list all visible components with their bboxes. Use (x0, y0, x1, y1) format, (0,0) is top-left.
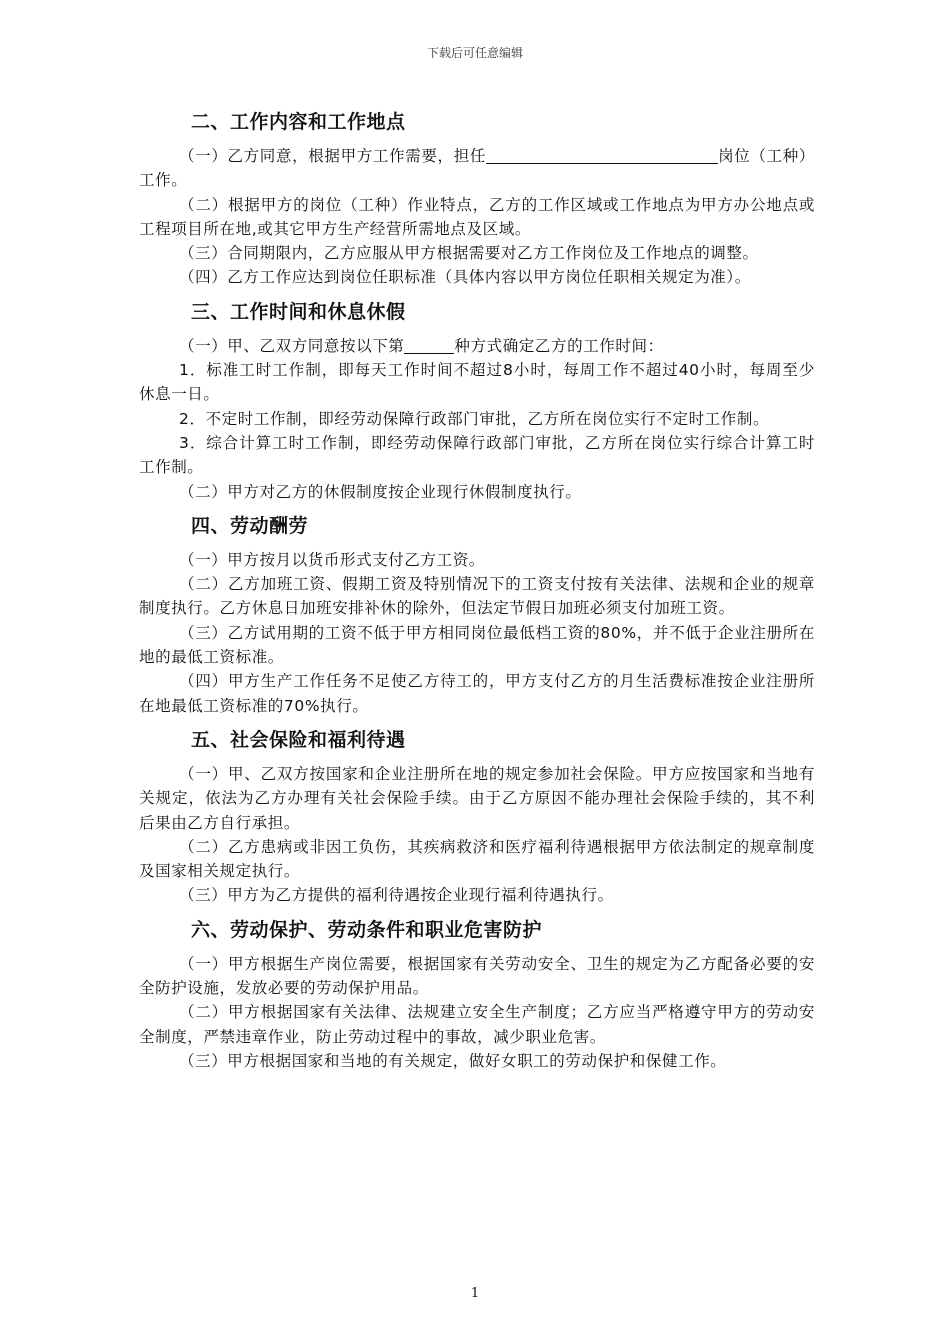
paragraph-text: 种方式确定乙方的工作时间： (454, 336, 664, 355)
paragraph: （一）甲、乙双方按国家和企业注册所在地的规定参加社会保险。甲方应按国家和当地有关规定，依法为乙方办理有关社会保险手续。由于乙方原因不能办理社会保险手续的，其不利后果由乙方自行承担。 (139, 764, 815, 832)
paragraph: （二）根据甲方的岗位（工种）作业特点，乙方的工作区域或工作地点为甲方办公地点或工程项目所在地,或其它甲方生产经营所需地点及区域。 (139, 195, 815, 238)
paragraph-text: 岗位（工种）工作。 (139, 147, 815, 190)
section-social-insurance (139, 726, 815, 908)
paragraph: 2．不定时工作制，即经劳动保障行政部门审批，乙方所在岗位实行不定时工作制。 (179, 409, 770, 428)
paragraph: （三）合同期限内，乙方应服从甲方根据需要对乙方工作岗位及工作地点的调整。 (179, 244, 759, 263)
paragraph (139, 144, 815, 193)
section-labor-protection (139, 916, 815, 1073)
paragraph: （三）甲方为乙方提供的福利待遇按企业现行福利待遇执行。 (179, 886, 614, 905)
paragraph: （四）甲方生产工作任务不足使乙方待工的，甲方支付乙方的月生活费标准按企业注册所在地最低工资标准的70%执行。 (139, 672, 815, 715)
paragraph-text: （一）甲、乙双方同意按以下第 (179, 336, 405, 355)
paragraph: 1．标准工时工作制，即每天工作时间不超过8小时，每周工作不超过40小时，每周至少休息一日。 (139, 361, 815, 404)
paragraph: （二）甲方根据国家有关法律、法规建立安全生产制度；乙方应当严格遵守甲方的劳动安全制度，严禁违章作业，防止劳动过程中的事故，减少职业危害。 (139, 1003, 815, 1046)
page-header-note: 下载后可任意编辑 (426, 46, 523, 60)
section-remuneration (139, 512, 815, 718)
page-number: 1 (470, 1286, 480, 1301)
section-heading: 二、工作内容和工作地点 (191, 111, 406, 133)
section-heading: 五、社会保险和福利待遇 (191, 728, 406, 751)
paragraph: （一）甲方按月以货币形式支付乙方工资。 (179, 550, 485, 569)
document-body (139, 108, 815, 1073)
section-work-content (139, 108, 815, 290)
paragraph: （二）乙方加班工资、假期工资及特别情况下的工资支付按有关法律、法规和企业的规章制度执行。乙方休息日加班安排补休的除外，但法定节假日加班必须支付加班工资。 (139, 575, 815, 618)
paragraph: （三）乙方试用期的工资不低于甲方相同岗位最低档工资的80%，并不低于企业注册所在地的最低工资标准。 (139, 623, 815, 667)
paragraph: 3．综合计算工时工作制，即经劳动保障行政部门审批，乙方所在岗位实行综合计算工时工作制。 (139, 433, 815, 477)
section-heading: 六、劳动保护、劳动条件和职业危害防护 (191, 918, 543, 941)
section-heading: 四、劳动酬劳 (191, 514, 309, 537)
section-work-hours (139, 298, 815, 504)
paragraph (139, 334, 815, 358)
paragraph-text: （一）乙方同意，根据甲方工作需要，担任 (179, 147, 487, 165)
paragraph: （三）甲方根据国家和当地的有关规定，做好女职工的劳动保护和保健工作。 (179, 1051, 727, 1070)
paragraph: （一）甲方根据生产岗位需要，根据国家有关劳动安全、卫生的规定为乙方配备必要的安全防护设施，发放必要的劳动保护用品。 (139, 954, 815, 998)
section-heading: 三、工作时间和休息休假 (191, 300, 406, 323)
paragraph: （二）甲方对乙方的休假制度按企业现行休假制度执行。 (179, 482, 582, 501)
work-hour-option-blank-field[interactable] (404, 335, 454, 354)
paragraph: （二）乙方患病或非因工负伤，其疾病救济和医疗福利待遇根据甲方依法制定的规章制度及国家相关规定执行。 (139, 837, 815, 881)
position-blank-field[interactable] (486, 145, 718, 164)
paragraph: （四）乙方工作应达到岗位任职标准（具体内容以甲方岗位任职相关规定为准）。 (179, 268, 751, 287)
